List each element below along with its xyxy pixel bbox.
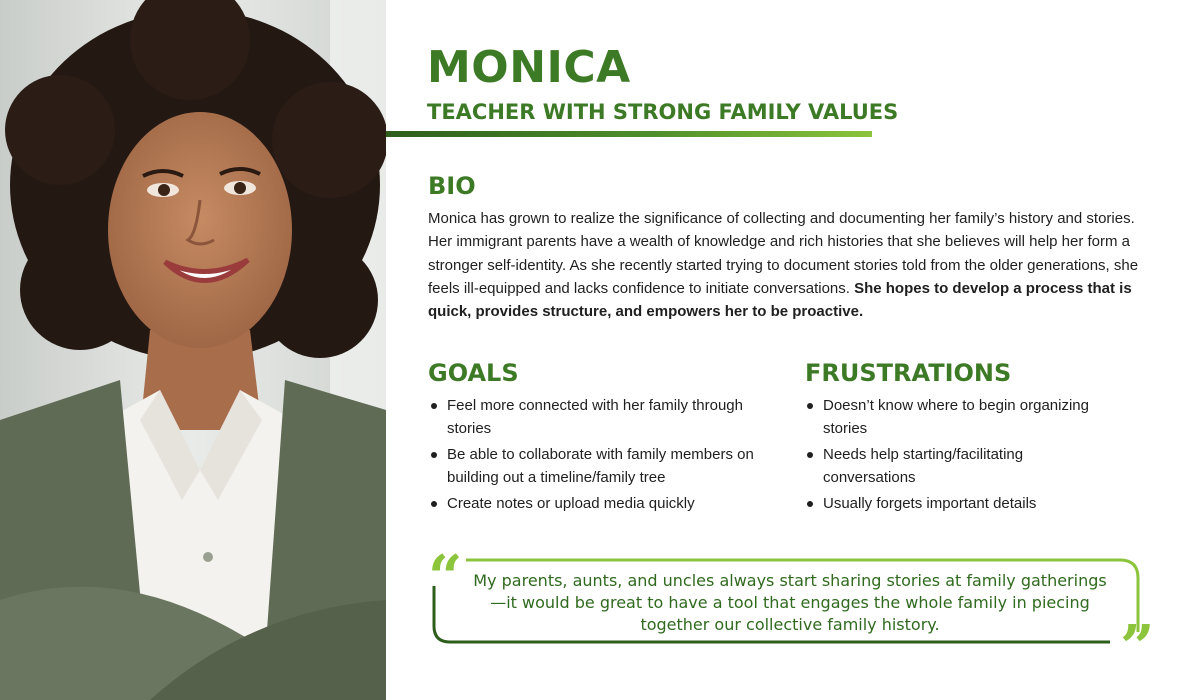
close-quote-icon: ” [1120,613,1155,683]
goal-item: Be able to collaborate with family members on building out a timeline/family tree [428,443,773,489]
quote-text: My parents, aunts, and uncles always start sharing stories at family gatherings—it would be great to have a tool that engages the whole family in piecing together our collective family history. [473,571,1107,634]
frustrations-heading: FRUSTRATIONS [805,359,1012,387]
open-quote-icon: “ [428,543,463,613]
header-divider [386,131,872,137]
bio-heading: BIO [428,172,476,200]
bio-text [428,207,1158,323]
goals-list [428,394,773,518]
persona-name: MONICA [427,42,631,93]
bio-emphasis: She hopes to develop a process that is quick, provides structure, and empowers her to be proactive. [428,279,1132,321]
persona-title: TEACHER WITH STRONG FAMILY VALUES [427,100,899,124]
frustration-item: Doesn’t know where to begin organizing stories [804,394,1104,440]
bio-body: Monica has grown to realize the significance of collecting and documenting her family’s history and stories. Her immigrant parents have a wealth of knowledge and rich histories that she believes will help her form a stronger self-identity. As she recently started trying to document stories told from the older generations, she feels ill-equipped and lacks confidence to initiate conversations. [428,210,1139,297]
goals-heading: GOALS [428,359,519,387]
frustration-item: Needs help starting/facilitating conversations [804,443,1104,489]
persona-photo [0,0,386,700]
frustrations-list [804,394,1104,518]
frustration-item: Usually forgets important details [804,492,1104,515]
persona-portrait-illustration [0,0,386,700]
goal-item: Create notes or upload media quickly [428,492,773,515]
goal-item: Feel more connected with her family through stories [428,394,773,440]
